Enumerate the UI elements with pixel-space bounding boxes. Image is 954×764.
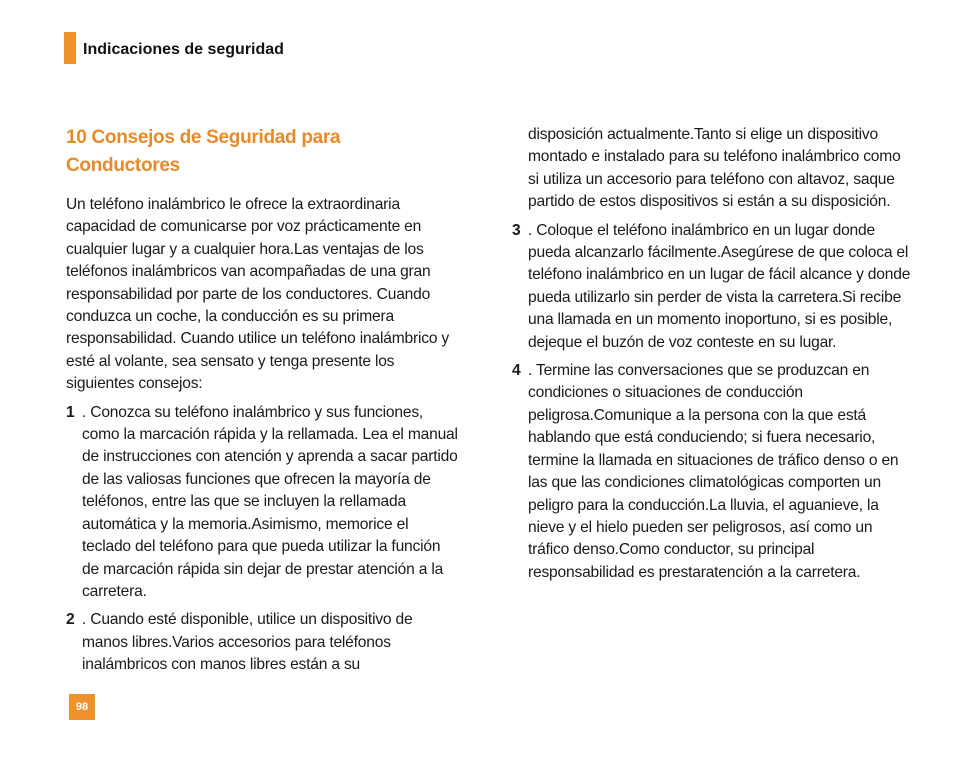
item-text: . Termine las conversaciones que se produzcan en condiciones o situaciones de conducción peligrosa.Comunique a la persona con la que está hablando que está conduciendo; si fuera necesario, termine la llamada en situaciones de tráfico denso o en las que las condiciones climatológicas comporten un peligro para la conducción.La lluvia, el aguanieve, la nieve y el hielo pueden ser peligrosos, así como un tráfico denso.Como conductor, su principal responsabilidad es prestaratención a la carretera. [528,362,899,581]
section-title: 10 Consejos de Seguridad para Conductores [66,127,341,176]
item-number: 4 [512,362,521,380]
item-2-continuation: disposición actualmente.Tanto si elige un dispositivo montado e instalado para su teléfono inalámbrico como si utiliza un accesorio para teléfono con altavoz, saque partido de estos dispositivos si están a su disposición. [528,126,901,211]
header-title: Indicaciones de seguridad [83,41,284,58]
intro-paragraph: Un teléfono inalámbrico le ofrece la extraordinaria capacidad de comunicarse por voz prácticamente en cualquier lugar y a cualquier hora.Las ventajas de los teléfonos inalámbricos van acompañadas de una gran responsabilidad por parte de los conductores. Cuando conduzca un coche, la conducción es su primera responsabilidad. Cuando utilice un teléfono inalámbrico y esté al volante, sea sensato y tenga presente los siguientes consejos: [66,196,450,393]
left-column [66,124,458,683]
list-item-2 [66,609,458,676]
item-text: . Cuando esté disponible, utilice un dispositivo de manos libres.Varios accesorios para teléfonos inalámbricos con manos libres están a su [82,611,413,674]
item-text: . Coloque el teléfono inalámbrico en un lugar donde pueda alcanzarlo fácilmente.Asegúrese de que coloca el teléfono inalámbrico en un lugar de fácil alcance y donde pueda utilizarlo sin perder de vista la carretera.Si recibe una llamada en un momento inoportuno, si es posible, dejeque el buzón de voz conteste en su lugar. [528,221,911,351]
right-column [512,124,912,590]
item-number: 1 [66,403,75,421]
item-number: 3 [512,221,521,239]
list-item-3 [512,220,912,354]
list-item-1 [66,402,458,604]
header-accent-bar [64,32,76,64]
item-text: . Conozca su teléfono inalámbrico y sus funciones, como la marcación rápida y la rellamada. Lea el manual de instrucciones con atención y aprenda a sacar partido de las valiosas funciones que ofrecen la mayoría de teléfonos, entre las que se incluyen la rellamada automática y la memoria.Asimismo, memorice el teclado del teléfono para que pueda utilizar la función de marcación rápida sin dejar de prestar atención a la carretera. [82,403,458,600]
page-number: 98 [69,694,95,720]
item-number: 2 [66,611,75,629]
list-item-4 [512,360,912,584]
